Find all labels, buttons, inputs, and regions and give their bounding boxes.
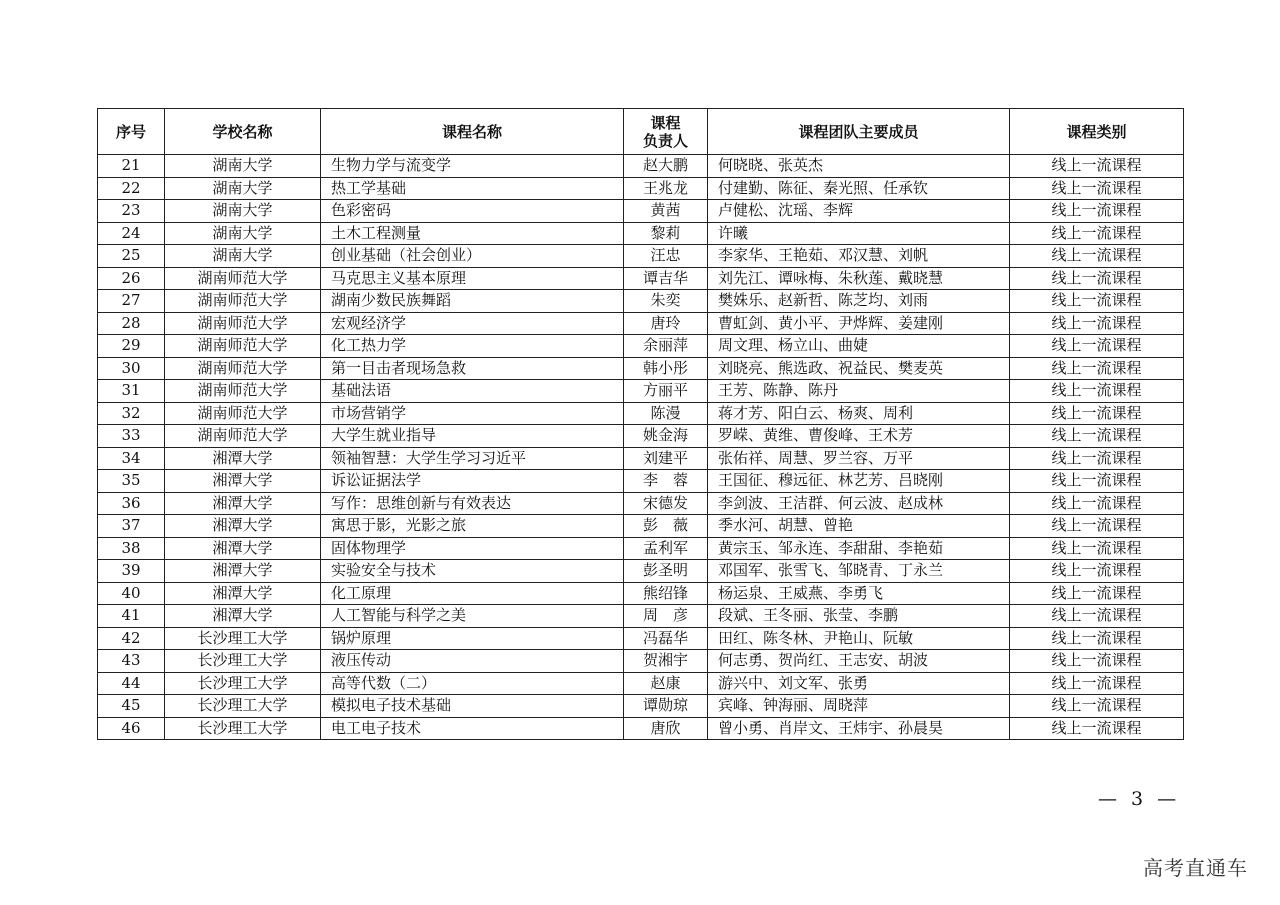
cell-course: 模拟电子技术基础	[321, 695, 624, 718]
table-row	[98, 717, 1184, 740]
header-lead-line2: 负责人	[642, 131, 688, 150]
cell-type: 线上一流课程	[1010, 380, 1184, 403]
cell-type: 线上一流课程	[1010, 155, 1184, 178]
cell-school: 长沙理工大学	[165, 627, 321, 650]
cell-type: 线上一流课程	[1010, 695, 1184, 718]
cell-type: 线上一流课程	[1010, 245, 1184, 268]
table-row	[98, 515, 1184, 538]
cell-no: 24	[98, 222, 165, 245]
cell-team: 王芳、陈静、陈丹	[708, 380, 1010, 403]
cell-type: 线上一流课程	[1010, 177, 1184, 200]
cell-team: 樊姝乐、赵新哲、陈芝均、刘雨	[708, 290, 1010, 313]
cell-course: 液压传动	[321, 650, 624, 673]
cell-school: 湖南大学	[165, 222, 321, 245]
cell-school: 湘潭大学	[165, 470, 321, 493]
header-lead-line1: 课程	[650, 113, 681, 132]
cell-type: 线上一流课程	[1010, 627, 1184, 650]
table-row	[98, 695, 1184, 718]
cell-type: 线上一流课程	[1010, 515, 1184, 538]
cell-course: 人工智能与科学之美	[321, 605, 624, 628]
header-lead	[624, 109, 708, 155]
cell-no: 31	[98, 380, 165, 403]
cell-lead: 黎莉	[624, 222, 708, 245]
cell-no: 22	[98, 177, 165, 200]
cell-team: 李剑波、王洁群、何云波、赵成林	[708, 492, 1010, 515]
table-row	[98, 222, 1184, 245]
cell-school: 湖南师范大学	[165, 357, 321, 380]
cell-type: 线上一流课程	[1010, 222, 1184, 245]
cell-type: 线上一流课程	[1010, 672, 1184, 695]
cell-school: 长沙理工大学	[165, 717, 321, 740]
table-row	[98, 492, 1184, 515]
cell-lead: 汪忠	[624, 245, 708, 268]
table-row	[98, 470, 1184, 493]
table-row	[98, 155, 1184, 178]
cell-lead: 周 彦	[624, 605, 708, 628]
cell-no: 43	[98, 650, 165, 673]
cell-lead: 谭勋琼	[624, 695, 708, 718]
table-row	[98, 627, 1184, 650]
cell-lead: 黄茜	[624, 200, 708, 223]
cell-course: 化工热力学	[321, 335, 624, 358]
cell-course: 宏观经济学	[321, 312, 624, 335]
cell-lead: 冯磊华	[624, 627, 708, 650]
cell-school: 湖南师范大学	[165, 380, 321, 403]
cell-type: 线上一流课程	[1010, 290, 1184, 313]
cell-type: 线上一流课程	[1010, 335, 1184, 358]
cell-no: 21	[98, 155, 165, 178]
cell-team: 罗嵘、黄维、曹俊峰、王术芳	[708, 425, 1010, 448]
cell-team: 曾小勇、肖岸文、王炜宇、孙晨昊	[708, 717, 1010, 740]
cell-school: 长沙理工大学	[165, 650, 321, 673]
table-row	[98, 177, 1184, 200]
cell-course: 热工学基础	[321, 177, 624, 200]
cell-team: 季水河、胡慧、曾艳	[708, 515, 1010, 538]
cell-school: 长沙理工大学	[165, 672, 321, 695]
cell-lead: 贺湘宇	[624, 650, 708, 673]
cell-course: 马克思主义基本原理	[321, 267, 624, 290]
cell-no: 35	[98, 470, 165, 493]
cell-course: 市场营销学	[321, 402, 624, 425]
cell-team: 许曦	[708, 222, 1010, 245]
cell-no: 39	[98, 560, 165, 583]
cell-school: 湖南大学	[165, 200, 321, 223]
cell-no: 46	[98, 717, 165, 740]
cell-course: 基础法语	[321, 380, 624, 403]
table-row	[98, 605, 1184, 628]
header-course: 课程名称	[321, 109, 624, 155]
table-header-row	[98, 109, 1184, 155]
cell-type: 线上一流课程	[1010, 402, 1184, 425]
table-row	[98, 560, 1184, 583]
cell-lead: 唐玲	[624, 312, 708, 335]
cell-no: 37	[98, 515, 165, 538]
cell-no: 25	[98, 245, 165, 268]
table-row	[98, 402, 1184, 425]
cell-type: 线上一流课程	[1010, 492, 1184, 515]
cell-course: 固体物理学	[321, 537, 624, 560]
cell-type: 线上一流课程	[1010, 560, 1184, 583]
cell-team: 付建勤、陈征、秦光照、任承钦	[708, 177, 1010, 200]
cell-team: 何晓晓、张英杰	[708, 155, 1010, 178]
cell-no: 28	[98, 312, 165, 335]
cell-team: 宾峰、钟海丽、周晓萍	[708, 695, 1010, 718]
table-row	[98, 447, 1184, 470]
page-number: — 3 —	[1098, 788, 1181, 810]
cell-lead: 孟利军	[624, 537, 708, 560]
cell-no: 42	[98, 627, 165, 650]
cell-type: 线上一流课程	[1010, 537, 1184, 560]
table-row	[98, 380, 1184, 403]
cell-lead: 王兆龙	[624, 177, 708, 200]
course-table	[97, 108, 1184, 740]
cell-course: 实验安全与技术	[321, 560, 624, 583]
cell-no: 45	[98, 695, 165, 718]
table-row	[98, 537, 1184, 560]
cell-team: 杨运泉、王威燕、李勇飞	[708, 582, 1010, 605]
table-row	[98, 672, 1184, 695]
cell-no: 34	[98, 447, 165, 470]
cell-school: 湘潭大学	[165, 560, 321, 583]
table-row	[98, 335, 1184, 358]
cell-type: 线上一流课程	[1010, 470, 1184, 493]
cell-school: 湖南师范大学	[165, 267, 321, 290]
cell-type: 线上一流课程	[1010, 717, 1184, 740]
cell-lead: 姚金海	[624, 425, 708, 448]
cell-school: 湘潭大学	[165, 582, 321, 605]
cell-school: 湖南大学	[165, 177, 321, 200]
table-row	[98, 650, 1184, 673]
cell-team: 段斌、王冬丽、张莹、李鹏	[708, 605, 1010, 628]
cell-team: 蒋才芳、阳白云、杨爽、周利	[708, 402, 1010, 425]
cell-lead: 彭圣明	[624, 560, 708, 583]
table-row	[98, 290, 1184, 313]
cell-team: 田红、陈冬林、尹艳山、阮敏	[708, 627, 1010, 650]
cell-course: 领袖智慧：大学生学习习近平	[321, 447, 624, 470]
cell-no: 41	[98, 605, 165, 628]
cell-type: 线上一流课程	[1010, 357, 1184, 380]
cell-lead: 熊绍锋	[624, 582, 708, 605]
cell-no: 40	[98, 582, 165, 605]
cell-team: 周文理、杨立山、曲婕	[708, 335, 1010, 358]
header-no: 序号	[98, 109, 165, 155]
cell-lead: 余丽萍	[624, 335, 708, 358]
cell-team: 刘晓亮、熊选政、祝益民、樊麦英	[708, 357, 1010, 380]
header-team: 课程团队主要成员	[708, 109, 1010, 155]
cell-course: 色彩密码	[321, 200, 624, 223]
cell-no: 29	[98, 335, 165, 358]
cell-school: 湖南大学	[165, 155, 321, 178]
cell-type: 线上一流课程	[1010, 605, 1184, 628]
cell-course: 生物力学与流变学	[321, 155, 624, 178]
cell-no: 33	[98, 425, 165, 448]
cell-type: 线上一流课程	[1010, 447, 1184, 470]
cell-type: 线上一流课程	[1010, 425, 1184, 448]
cell-team: 张佑祥、周慧、罗兰容、万平	[708, 447, 1010, 470]
cell-lead: 唐欣	[624, 717, 708, 740]
cell-type: 线上一流课程	[1010, 582, 1184, 605]
cell-school: 湘潭大学	[165, 447, 321, 470]
cell-no: 30	[98, 357, 165, 380]
cell-type: 线上一流课程	[1010, 200, 1184, 223]
cell-lead: 方丽平	[624, 380, 708, 403]
cell-type: 线上一流课程	[1010, 312, 1184, 335]
table-row	[98, 245, 1184, 268]
cell-team: 王国征、穆远征、林艺芳、吕晓刚	[708, 470, 1010, 493]
cell-team: 刘先江、谭咏梅、朱秋莲、戴晓慧	[708, 267, 1010, 290]
cell-school: 湘潭大学	[165, 537, 321, 560]
cell-course: 诉讼证据法学	[321, 470, 624, 493]
cell-lead: 李 蓉	[624, 470, 708, 493]
cell-course: 寓思于影，光影之旅	[321, 515, 624, 538]
cell-no: 36	[98, 492, 165, 515]
cell-course: 第一目击者现场急救	[321, 357, 624, 380]
cell-school: 湖南师范大学	[165, 312, 321, 335]
cell-course: 化工原理	[321, 582, 624, 605]
cell-school: 湖南师范大学	[165, 335, 321, 358]
cell-course: 创业基础（社会创业）	[321, 245, 624, 268]
cell-school: 湘潭大学	[165, 492, 321, 515]
cell-team: 李家华、王艳茹、邓汉慧、刘帆	[708, 245, 1010, 268]
cell-school: 湖南师范大学	[165, 290, 321, 313]
cell-type: 线上一流课程	[1010, 267, 1184, 290]
cell-school: 湖南大学	[165, 245, 321, 268]
cell-school: 湖南师范大学	[165, 425, 321, 448]
table-body	[98, 155, 1184, 740]
cell-course: 土木工程测量	[321, 222, 624, 245]
header-type: 课程类别	[1010, 109, 1184, 155]
table-row	[98, 425, 1184, 448]
watermark-text: 高考直通车	[1143, 856, 1248, 880]
cell-lead: 赵康	[624, 672, 708, 695]
cell-course: 电工电子技术	[321, 717, 624, 740]
table-row	[98, 200, 1184, 223]
cell-team: 何志勇、贺尚红、王志安、胡波	[708, 650, 1010, 673]
cell-no: 32	[98, 402, 165, 425]
cell-no: 26	[98, 267, 165, 290]
cell-lead: 刘建平	[624, 447, 708, 470]
cell-lead: 赵大鹏	[624, 155, 708, 178]
cell-lead: 宋德发	[624, 492, 708, 515]
header-school: 学校名称	[165, 109, 321, 155]
cell-team: 邓国军、张雪飞、邹晓青、丁永兰	[708, 560, 1010, 583]
table-row	[98, 582, 1184, 605]
cell-no: 38	[98, 537, 165, 560]
cell-course: 锅炉原理	[321, 627, 624, 650]
cell-course: 高等代数（二）	[321, 672, 624, 695]
table-row	[98, 267, 1184, 290]
cell-lead: 朱奕	[624, 290, 708, 313]
cell-school: 长沙理工大学	[165, 695, 321, 718]
cell-team: 游兴中、刘文军、张勇	[708, 672, 1010, 695]
cell-lead: 彭 薇	[624, 515, 708, 538]
cell-team: 黄宗玉、邹永连、李甜甜、李艳茹	[708, 537, 1010, 560]
table-row	[98, 312, 1184, 335]
table-row	[98, 357, 1184, 380]
cell-lead: 陈漫	[624, 402, 708, 425]
cell-school: 湘潭大学	[165, 605, 321, 628]
cell-team: 卢健松、沈瑶、李辉	[708, 200, 1010, 223]
cell-school: 湘潭大学	[165, 515, 321, 538]
cell-no: 27	[98, 290, 165, 313]
cell-lead: 韩小彤	[624, 357, 708, 380]
cell-lead: 谭吉华	[624, 267, 708, 290]
cell-course: 湖南少数民族舞蹈	[321, 290, 624, 313]
cell-team: 曹虹剑、黄小平、尹烨辉、姜建刚	[708, 312, 1010, 335]
cell-type: 线上一流课程	[1010, 650, 1184, 673]
cell-school: 湖南师范大学	[165, 402, 321, 425]
cell-course: 大学生就业指导	[321, 425, 624, 448]
cell-course: 写作：思维创新与有效表达	[321, 492, 624, 515]
cell-no: 44	[98, 672, 165, 695]
cell-no: 23	[98, 200, 165, 223]
